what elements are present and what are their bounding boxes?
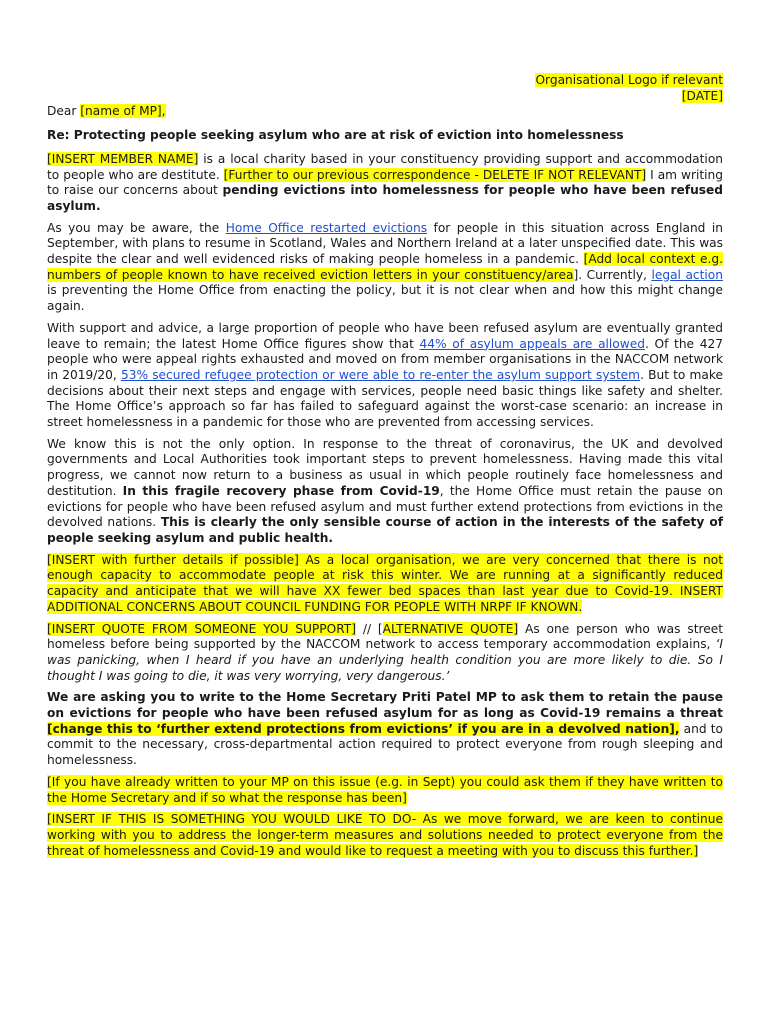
paragraph-support [47, 321, 723, 431]
legal-action-link[interactable]: legal action [651, 267, 723, 282]
asylum-appeals-link[interactable]: 44% of asylum appeals are allowed [419, 336, 645, 351]
logo-placeholder-line [47, 73, 723, 89]
options-text-1: We know this is not the only option. In response to the threat of coronavirus, the UK and devolved governments and Local Authorities took important steps to prevent homelessness. Having made this vital progress, we cannot now return to a business as usual in which people routinely face homelessness and destitution. [47, 436, 723, 498]
quote-intro-text: As one person who was street homeless before being supported by the NACCOM network to access temporary accommodation explains, [47, 621, 723, 652]
already-written-placeholder: [If you have already written to your MP on this issue (e.g. in Sept) you could ask them if they have written to the Home Secretary and if so what the response has been] [47, 774, 723, 805]
paragraph-options [47, 437, 723, 547]
intro-text-2: I am writing to raise our concerns about [47, 167, 724, 198]
meeting-request-placeholder: [INSERT IF THIS IS SOMETHING YOU WOULD LIKE TO DO- As we move forward, we are keen to continue working with you to address the longer-term measures and solutions needed to protect everyone from the threat of homelessness and Covid-19 and would like to request a meeting with you to discuss this further.] [47, 812, 723, 858]
evictions-text-1: As you may be aware, the [47, 220, 226, 235]
date-line [47, 89, 723, 105]
member-name-placeholder: [INSERT MEMBER NAME] [47, 151, 199, 166]
evictions-text-4: is preventing the Home Office from enacting the policy, but it is not clear when and how this might change again. [47, 283, 723, 314]
paragraph-quote [47, 622, 723, 685]
subject-line: Re: Protecting people seeking asylum who are at risk of eviction into homelessness [47, 128, 624, 143]
further-correspondence-note: [Further to our previous correspondence - DELETE IF NOT RELEVANT] [223, 167, 647, 182]
options-text-2: , the Home Office must retain the pause on evictions for people who have been refused asylum and must further extend protections from evictions in the devolved nations. [47, 483, 723, 530]
mp-name-placeholder: [name of MP], [80, 104, 166, 119]
request-bold: We are asking you to write to the Home Secretary Priti Patel MP to ask them to retain the pause on evictions for people who have been refused asylum for as long as Covid-19 remains a threat [47, 690, 723, 721]
devolved-nation-placeholder: [change this to ‘further extend protections from evictions’ if you are in a devolved nation], [47, 721, 680, 736]
options-bold-2: This is clearly the only sensible course of action in the interests of the safety of people seeking asylum and public health. [47, 515, 723, 545]
paragraph-local-details [47, 553, 723, 616]
salutation-dear: Dear [47, 104, 81, 119]
support-text-2: . Of the 427 people who were appeal rights exhausted and moved on from member organisations in the NACCOM network in 2019/20, [47, 336, 723, 382]
intro-bold: pending evictions into homelessness for people who have been refused asylum. [47, 183, 723, 213]
options-bold-1: In this fragile recovery phase from Covid-19 [122, 483, 440, 498]
paragraph-meeting [47, 812, 723, 859]
paragraph-already-written [47, 775, 723, 806]
local-details-placeholder: [INSERT with further details if possible] As a local organisation, we are very concerned that there is not enough capacity to accommodate people at risk this winter. We are running at a significantly reduced capacity and anticipate that we will have XX fewer bed spaces than last year due to Covid-19. INSERT ADDITIONAL CONCERNS ABOUT COUNCIL FUNDING FOR PEOPLE WITH NRPF IF KNOWN. [47, 552, 723, 614]
quote-text: ‘I was panicking, when I heard if you have an underlying health condition you are more likely to die. So I thought I was going to die, it was very worrying, very dangerous.’ [47, 637, 723, 683]
alternative-quote-placeholder: ALTERNATIVE QUOTE] [382, 621, 519, 636]
paragraph-request [47, 690, 723, 769]
refugee-protection-link[interactable]: 53% secured refugee protection or were able to re-enter the asylum support system [120, 367, 641, 382]
support-text-1: With support and advice, a large proportion of people who have been refused asylum are eventually granted leave to remain; the latest Home Office figures show that [47, 320, 723, 351]
date-placeholder: [DATE] [681, 88, 723, 103]
support-text-3: . But to make decisions about their next steps and engage with services, people need basic things like safety and shelter. The Home Office’s approach so far has failed to safeguard against the worst-case scenario: an increase in street homelessness in a pandemic for those who are prevented from accessing services. [47, 367, 723, 430]
evictions-text-2: for people in this situation across England in September, with plans to resume in Scotland, Wales and Northern Ireland at a later unspecified date. This was despite the clear and well evidenced risks of making people homeless in a pandemic. [47, 220, 723, 267]
home-office-evictions-link[interactable]: Home Office restarted evictions [225, 220, 428, 235]
request-text: and to commit to the necessary, cross-departmental action required to protect everyone from rough sleeping and homelessness. [47, 721, 723, 768]
evictions-text-3: ]. Currently, [573, 267, 652, 282]
local-context-placeholder: [Add local context e.g. numbers of people known to have received eviction letters in your constituency/area [47, 252, 723, 282]
intro-text-1: is a local charity based in your constituency providing support and accommodation to people who are destitute. [47, 151, 723, 182]
logo-placeholder: Organisational Logo if relevant [535, 73, 723, 87]
salutation [47, 104, 723, 120]
paragraph-intro [47, 152, 723, 215]
quote-separator: // [ [356, 621, 383, 636]
quote-placeholder: [INSERT QUOTE FROM SOMEONE YOU SUPPORT] [47, 621, 356, 636]
paragraph-evictions [47, 221, 723, 315]
letter-body [47, 73, 723, 865]
